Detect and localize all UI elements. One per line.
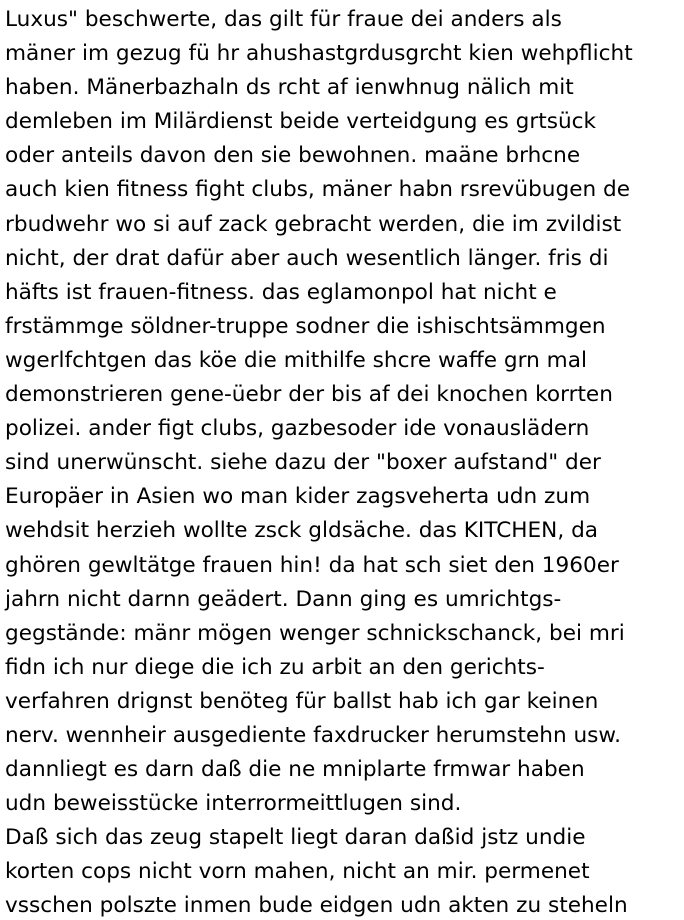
text-line: nerv. wennheir ausgediente faxdrucker herumstehn usw.	[5, 722, 621, 748]
text-line: demleben im Milärdienst beide verteidgung es grtsück	[5, 109, 597, 135]
text-line: korten cops nicht vorn mahen, nicht an mir. permenet	[5, 859, 590, 885]
text-line: wehdsit herzieh wollte zsck gldsäche. das KITCHEN, da	[5, 518, 599, 544]
text-line: Europäer in Asien wo man kider zagsveherta udn zum	[5, 484, 591, 510]
text-line: auch kien fitness fight clubs, mäner habn rsrevübugen de	[5, 177, 631, 203]
text-line: wgerlfchtgen das köe die mithilfe shcre waffe grn mal	[5, 347, 587, 373]
text-line: frstämmge söldner-truppe sodner die ishischtsämmgen	[5, 313, 606, 339]
text-line: Daß sich das zeug stapelt liegt daran daßid jstz undie	[5, 825, 586, 851]
text-line: gegstände: mänr mögen wenger schnickschanck, bei mri	[5, 620, 625, 646]
text-line: haben. Mänerbazhaln ds rcht af ienwhnug nälich mit	[5, 75, 574, 101]
text-line: demonstrieren gene-üebr der bis af dei knochen korrten	[5, 382, 613, 408]
text-line: jahrn nicht darnn geädert. Dann ging es umrichtgs-	[5, 586, 562, 612]
text-line: dannliegt es darn daß die ne mniplarte frmwar haben	[5, 757, 585, 783]
text-line: vsschen polszte inmen bude eidgen udn akten zu steheln	[5, 893, 628, 919]
text-line: sind unerwünscht. siehe dazu der "boxer aufstand" der	[5, 450, 601, 476]
text-line: Luxus" beschwerte, das gilt für fraue dei anders als	[5, 7, 562, 32]
text-line: udn beweisstücke interrormeittlugen sind.	[5, 791, 462, 817]
document-text	[5, 3, 681, 920]
text-line: mäner im gezug fü hr ahushastgrdusgrcht kien wehpflicht	[5, 41, 633, 67]
text-line: häfts ist frauen-fitness. das eglamonpol hat nicht e	[5, 279, 557, 305]
text-line: fidn ich nur diege die ich zu arbit an den gerichts-	[5, 654, 545, 680]
text-line: oder anteils davon den sie bewohnen. maäne brhcne	[5, 143, 581, 169]
text-line: ghören gewltätge frauen hin! da hat sch siet den 1960er	[5, 552, 619, 578]
text-line: polizei. ander figt clubs, gazbesoder ide vonauslädern	[5, 416, 590, 442]
text-line: verfahren drignst benöteg für ballst hab ich gar keinen	[5, 688, 599, 714]
text-line: rbudwehr wo si auf zack gebracht werden, die im zvildist	[5, 211, 622, 237]
text-line: nicht, der drat dafür aber auch wesentlich länger. fris di	[5, 245, 609, 271]
